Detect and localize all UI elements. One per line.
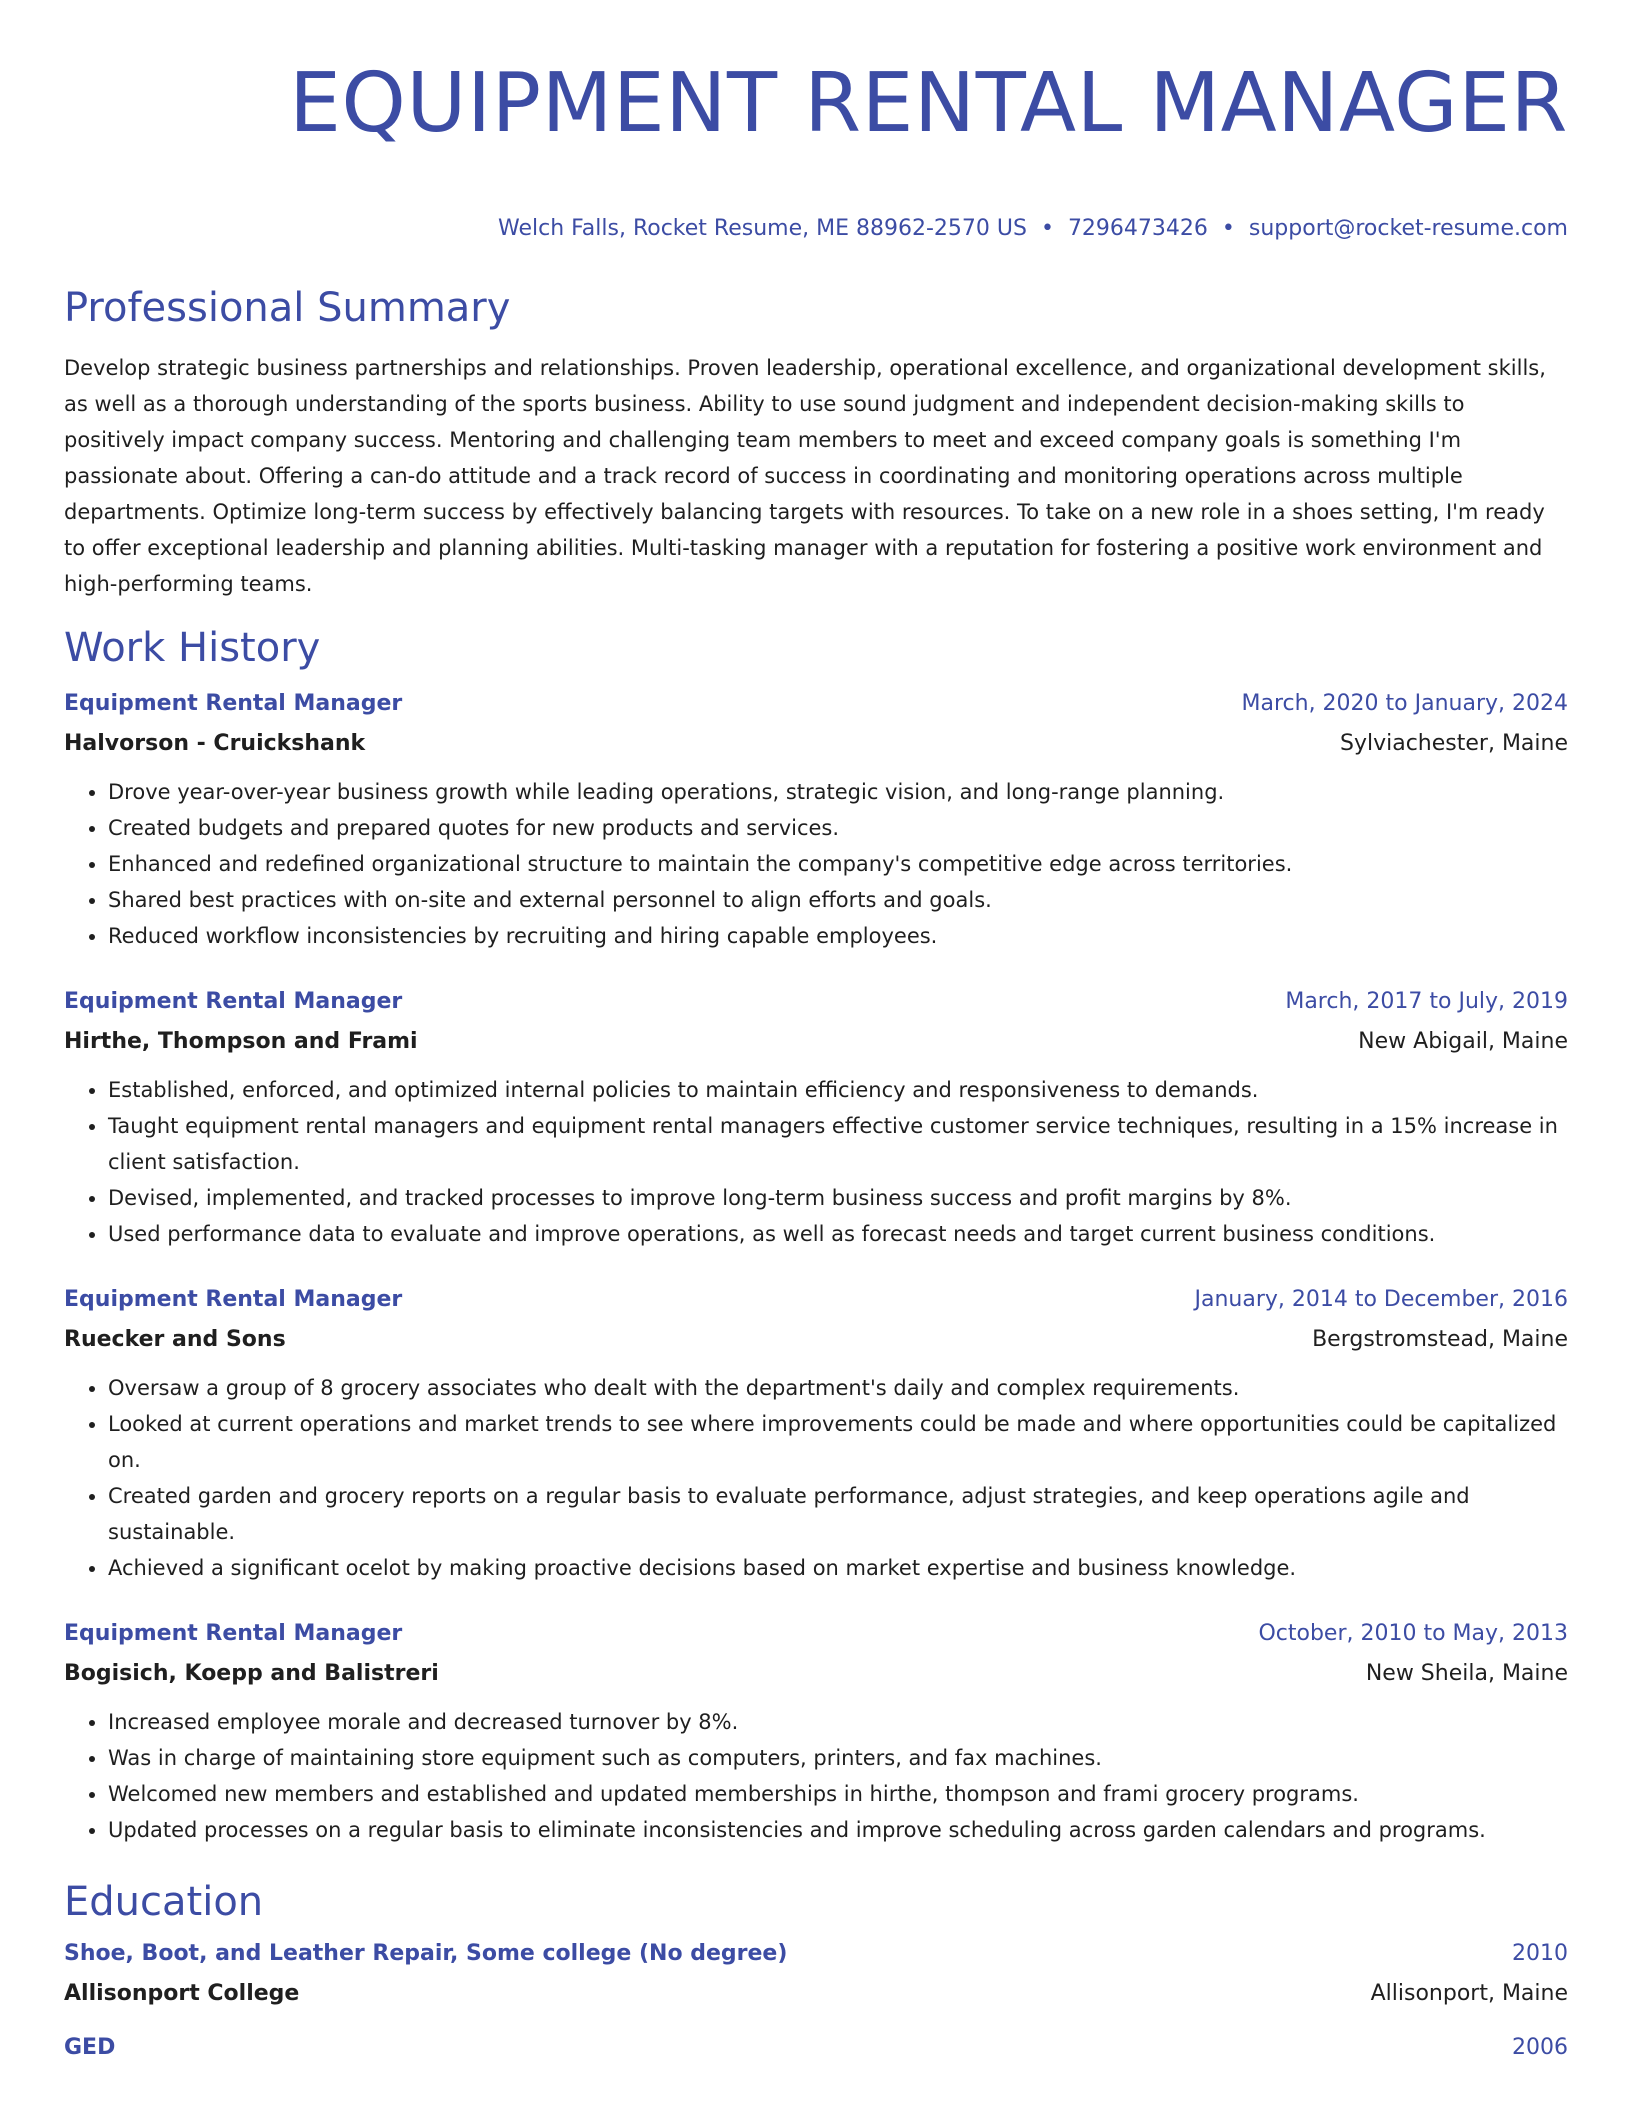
job-bullet: • Increased employee morale and decreased turnover by 8%. — [108, 1704, 1568, 1740]
job-entry — [64, 686, 1568, 954]
job-bullets — [64, 1370, 1568, 1586]
education-header-row — [64, 2030, 1568, 2066]
job-bullet: • Achieved a significant ocelot by making proactive decisions based on market expertise and business knowledge. — [108, 1550, 1568, 1586]
work-history-list — [64, 686, 1568, 1848]
job-company: Hirthe, Thompson and Frami — [64, 1029, 418, 1054]
job-bullets — [64, 1704, 1568, 1848]
education-list — [64, 1936, 1568, 2070]
job-bullet: • Devised, implemented, and tracked processes to improve long-term business success and profit margins by 8%. — [108, 1180, 1568, 1216]
education-entry — [64, 1936, 1568, 2012]
job-bullet: • Drove year-over-year business growth while leading operations, strategic vision, and long-range planning. — [108, 774, 1568, 810]
job-header-row — [64, 1282, 1568, 1318]
job-location: New Abigail, Maine — [1358, 1029, 1568, 1054]
job-dates: January, 2014 to December, 2016 — [1194, 1287, 1568, 1312]
job-dates: March, 2020 to January, 2024 — [1241, 691, 1568, 716]
contact-address: Welch Falls, Rocket Resume, ME 88962-2570 US — [498, 216, 1027, 241]
education-school-row — [64, 2066, 1568, 2070]
job-company-row — [64, 1652, 1568, 1692]
job-bullet: • Welcomed new members and established and updated memberships in hirthe, thompson and frami grocery programs. — [108, 1776, 1568, 1812]
work-history-heading: Work History — [64, 625, 321, 671]
job-location: Bergstromstead, Maine — [1312, 1327, 1568, 1352]
education-header-row — [64, 1936, 1568, 1972]
education-school-row — [64, 1972, 1568, 2012]
job-bullet: • Taught equipment rental managers and equipment rental managers effective customer service techniques, resulting in a 15% increase in client satisfaction. — [108, 1108, 1568, 1180]
job-header-row — [64, 984, 1568, 1020]
job-header-row — [64, 686, 1568, 722]
job-company: Halvorson - Cruickshank — [64, 731, 366, 756]
education-heading: Education — [64, 1879, 264, 1925]
job-company-row — [64, 1318, 1568, 1358]
summary-text: Develop strategic business partnerships and relationships. Proven leadership, operational excellence, and organizational development skills, as well as a thorough understanding of the sports business. Ability to use sound judgment and independent decision-making skills to positively impact company success. Mentoring and challenging team members to meet and exceed company goals is something I'm passionate about. Offering a can-do attitude and a track record of success in coordinating and monitoring operations across multiple departments. Optimize long-term success by effectively balancing targets with resources. To take on a new role in a shoes setting, I'm ready to offer exceptional leadership and planning abilities. Multi-tasking manager with a reputation for fostering a positive work environment and high-performing teams. — [64, 356, 1546, 596]
job-header-row — [64, 1616, 1568, 1652]
job-bullet: • Created garden and grocery reports on a regular basis to evaluate performance, adjust strategies, and keep operations agile and sustainable. — [108, 1478, 1568, 1550]
job-dates: March, 2017 to July, 2019 — [1285, 989, 1568, 1014]
education-entry — [64, 2030, 1568, 2070]
job-location: New Sheila, Maine — [1365, 1661, 1568, 1686]
job-bullet: • Looked at current operations and market trends to see where improvements could be made and where opportunities could be capitalized on. — [108, 1406, 1568, 1478]
job-entry — [64, 1616, 1568, 1848]
contact-email: support@rocket-resume.com — [1248, 216, 1568, 241]
job-bullet: • Updated processes on a regular basis to eliminate inconsistencies and improve scheduling across garden calendars and programs. — [108, 1812, 1568, 1848]
job-company-row — [64, 722, 1568, 762]
job-title: Equipment Rental Manager — [64, 1287, 403, 1312]
job-bullet: • Created budgets and prepared quotes for new products and services. — [108, 810, 1568, 846]
job-bullet: • Reduced workflow inconsistencies by recruiting and hiring capable employees. — [108, 918, 1568, 954]
job-entry — [64, 1282, 1568, 1586]
job-title: Equipment Rental Manager — [64, 691, 403, 716]
education-year: 2010 — [1512, 1941, 1568, 1966]
job-bullets — [64, 1072, 1568, 1252]
contact-phone: 7296473426 — [1067, 216, 1208, 241]
job-bullet: • Established, enforced, and optimized internal policies to maintain efficiency and responsiveness to demands. — [108, 1072, 1568, 1108]
job-entry — [64, 984, 1568, 1252]
summary-heading: Professional Summary — [64, 285, 511, 331]
job-company-row — [64, 1020, 1568, 1060]
resume-page — [64, 0, 1568, 2070]
contact-separator: • — [1040, 216, 1054, 241]
job-title: Equipment Rental Manager — [64, 989, 403, 1014]
job-dates: October, 2010 to May, 2013 — [1258, 1621, 1568, 1646]
education-school: Allisonport College — [64, 1981, 300, 2006]
contact-line — [64, 214, 1568, 244]
job-bullet: • Oversaw a group of 8 grocery associates who dealt with the department's daily and complex requirements. — [108, 1370, 1568, 1406]
job-company: Ruecker and Sons — [64, 1327, 286, 1352]
job-bullets — [64, 774, 1568, 954]
contact-separator: • — [1221, 216, 1235, 241]
job-bullet: • Shared best practices with on-site and external personnel to align efforts and goals. — [108, 882, 1568, 918]
job-bullet: • Was in charge of maintaining store equipment such as computers, printers, and fax machines. — [108, 1740, 1568, 1776]
job-company: Bogisich, Koepp and Balistreri — [64, 1661, 439, 1686]
resume-title: EQUIPMENT RENTAL MANAGER — [289, 56, 1568, 151]
education-degree: Shoe, Boot, and Leather Repair, Some college (No degree) — [64, 1941, 788, 1966]
education-year: 2006 — [1512, 2035, 1568, 2060]
job-bullet: • Enhanced and redefined organizational structure to maintain the company's competitive edge across territories. — [108, 846, 1568, 882]
education-degree: GED — [64, 2035, 116, 2060]
job-location: Sylviachester, Maine — [1340, 731, 1568, 756]
job-bullet: • Used performance data to evaluate and improve operations, as well as forecast needs and target current business conditions. — [108, 1216, 1568, 1252]
education-location: Allisonport, Maine — [1370, 1981, 1568, 2006]
job-title: Equipment Rental Manager — [64, 1621, 403, 1646]
